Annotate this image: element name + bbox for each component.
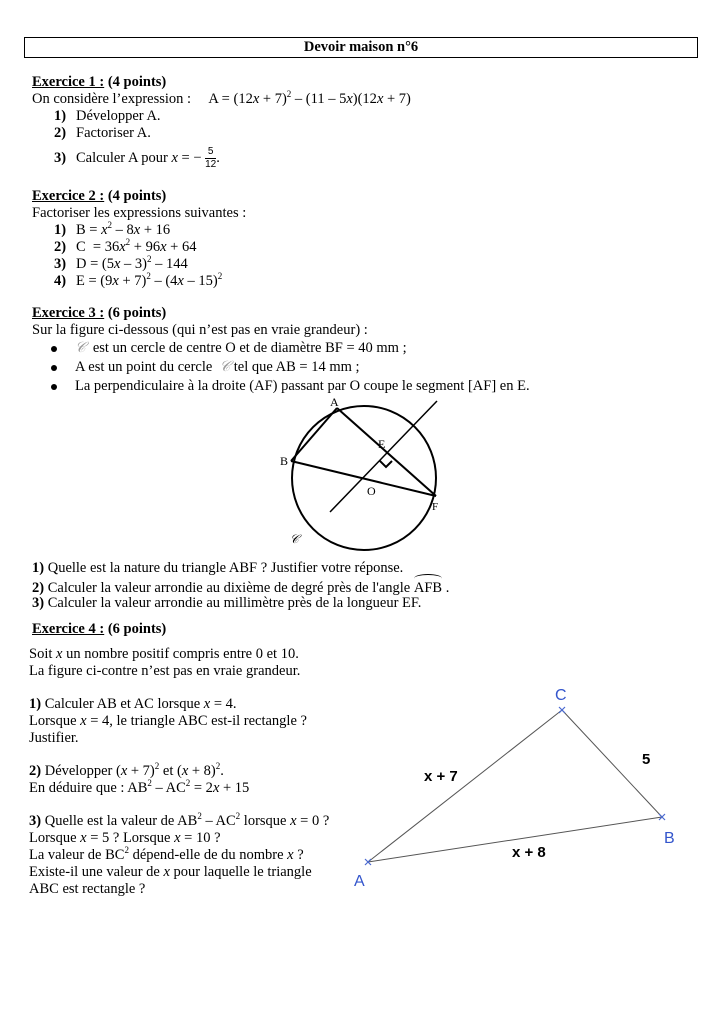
label-F: F bbox=[432, 501, 439, 513]
exercise-4-q1: 1) Calculer AB et AC lorsque x = 4. bbox=[29, 696, 237, 712]
exercise-2-heading: Exercice 2 : (4 points) bbox=[32, 188, 167, 204]
fraction: $\frac{5}{12}$ bbox=[205, 146, 217, 170]
exercise-4-q2: 2) Développer $(x + 7)^2$ et $(x + 8)^2$. bbox=[29, 761, 224, 779]
exercise-3-heading: Exercice 3 : (6 points) bbox=[32, 305, 167, 321]
exercise-3-bullet-3: La perpendiculaire à la droite (AF) passant par O coupe le segment [AF] en E. bbox=[75, 378, 530, 394]
exercise-1-item-2: 2) Factoriser A. bbox=[54, 125, 151, 141]
angle-AFB: AFB bbox=[414, 578, 442, 597]
exercise-3-bullet-1: 𝒞 est un cercle de centre O et de diamètre BF = 40 mm ; bbox=[75, 340, 407, 356]
exercise-1-heading: Exercice 1 : (4 points) bbox=[32, 74, 167, 90]
page-title: Devoir maison n°6 bbox=[24, 37, 698, 58]
side-AC bbox=[368, 710, 562, 862]
label-O: O bbox=[367, 484, 376, 498]
exercise-2-intro: Factoriser les expressions suivantes : bbox=[32, 205, 247, 221]
triangle-figure bbox=[345, 680, 690, 895]
exercise-1-item-1: 1) Développer A. bbox=[54, 108, 161, 124]
exercise-1-item-3: 3) Calculer A pour x = − $\frac{5}{12}$ . bbox=[54, 146, 220, 170]
segment-BF bbox=[291, 461, 436, 496]
right-angle-mark bbox=[380, 461, 392, 467]
vertex-B: B bbox=[664, 830, 675, 847]
exercise-4-q3-line-5: ABC est rectangle ? bbox=[29, 881, 146, 897]
exercise-2-item-4: 4) $E = (9x + 7)^2 - (4x - 15)^2$ bbox=[54, 271, 223, 289]
circle-figure bbox=[270, 390, 470, 555]
exercise-2-item-1: 1) $B = x^2 - 8x + 16$ bbox=[54, 220, 171, 238]
vertex-A: A bbox=[354, 873, 365, 890]
exercise-4-q1-line-2: Lorsque x = 4, le triangle ABC est-il rectangle ? bbox=[29, 713, 307, 729]
bullet-dot bbox=[51, 365, 57, 371]
exercise-2-item-3: 3) D = (5x – 3)$^2$ – 144 bbox=[54, 254, 188, 272]
exercise-4-q2-line-2: En déduire que : $AB^2 - AC^2 = 2x + 15$ bbox=[29, 778, 250, 796]
exercise-4-q3-line-2: Lorsque x = 5 ? Lorsque x = 10 ? bbox=[29, 830, 221, 846]
exercise-4-heading: Exercice 4 : (6 points) bbox=[32, 621, 167, 637]
exercise-3-bullet-2: A est un point du cercle 𝒞 tel que AB = 14 mm ; bbox=[75, 359, 360, 375]
vertex-marks bbox=[365, 707, 665, 865]
exercise-3-question-1: 1) Quelle est la nature du triangle ABF ? Justifier votre réponse. bbox=[32, 560, 404, 576]
bullet-dot bbox=[51, 346, 57, 352]
exercise-2-item-2: 2) $C = 36x^2 + 96x + 64$ bbox=[54, 237, 197, 255]
exercise-4-line-2: La figure ci-contre n’est pas en vraie grandeur. bbox=[29, 663, 301, 679]
exercise-3-intro: Sur la figure ci-dessous (qui n’est pas en vraie grandeur) : bbox=[32, 322, 368, 338]
exercise-4-q3-line-3: La valeur de $BC^2$ dépend-elle de du nombre x ? bbox=[29, 845, 304, 863]
exercise-4-line-1: Soit x un nombre positif compris entre 0 et 10. bbox=[29, 646, 299, 662]
bullet-dot bbox=[51, 384, 57, 390]
label-B: B bbox=[280, 454, 289, 468]
label-E: E bbox=[378, 437, 386, 451]
segment-AB bbox=[291, 408, 337, 461]
label-AC: x + 7 bbox=[424, 768, 458, 785]
exercise-3-question-3: 3) Calculer la valeur arrondie au millimètre près de la longueur EF. bbox=[32, 595, 422, 611]
label-BC: 5 bbox=[642, 751, 651, 768]
exercise-4-q3-line-4: Existe-il une valeur de x pour laquelle le triangle bbox=[29, 864, 312, 880]
exercise-4-q1-line-3: Justifier. bbox=[29, 730, 79, 746]
label-circle: 𝒞 bbox=[290, 532, 299, 546]
segment-AF bbox=[337, 408, 436, 496]
perpendicular-line bbox=[330, 401, 437, 512]
label-A: A bbox=[330, 395, 339, 409]
exercise-1-intro: On considère l’expression : $A = (12x + 7)^2 - (11 - 5x)(12x + 7)$ bbox=[32, 89, 411, 107]
label-AB: x + 8 bbox=[512, 844, 546, 861]
expression-A: $A = (12x + 7)^2 - (11 - 5x)(12x + 7)$ bbox=[208, 89, 411, 107]
exercise-3-question-2: 2) Calculer la valeur arrondie au dixième de degré près de l'angle AFB . bbox=[32, 578, 449, 597]
vertex-C: C bbox=[555, 687, 567, 704]
exercise-4-q3: 3) Quelle est la valeur de $AB^2 - AC^2$ lorsque x = 0 ? bbox=[29, 811, 330, 829]
